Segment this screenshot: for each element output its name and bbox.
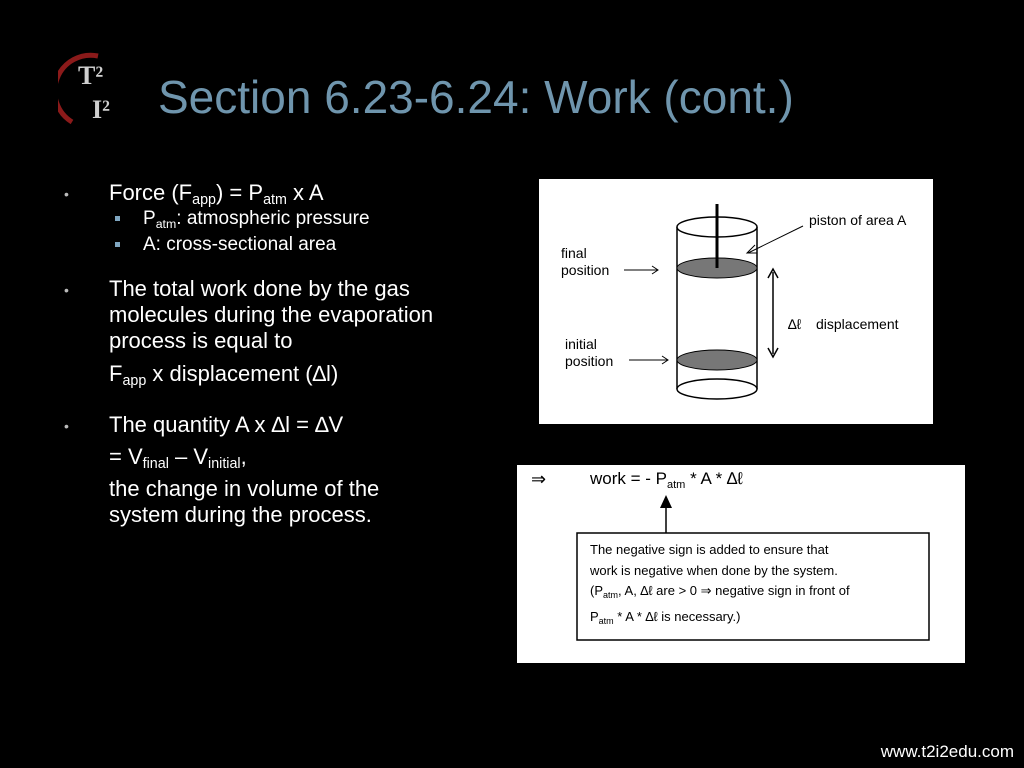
note-line1: The negative sign is added to ensure that [590,542,829,557]
initial-label-1: initial [565,336,597,352]
note-line2: work is negative when done by the system. [590,563,838,578]
displacement-label: displacement [816,316,899,332]
logo-line2: I² [92,95,110,124]
page-title: Section 6.23-6.24: Work (cont.) [158,71,794,123]
logo-line1: T² [78,61,104,90]
bullet-total-work-line3: process is equal to [109,328,293,353]
bullet-quantity-line3: the change in volume of the [109,476,380,501]
bullet-total-work-line2: molecules during the evaporation [109,302,434,327]
piston-cylinder-diagram [539,179,933,424]
implies-symbol: ⇒ [531,469,547,489]
subbullet-patm: $P_{atm}$: atmospheric pressure [60,206,520,232]
bullet-quantity-line4: system during the process. [109,502,372,527]
initial-label-2: position [565,353,614,369]
final-label-2: position [561,262,610,278]
volume-formula: = $V_{final} - V_{initial}$, [109,444,247,472]
bullet-list [60,180,520,528]
delta-l-symbol: ∆ℓ [788,316,802,332]
bullet-force: • Force $(F_{app}) = P_{atm}$ x A [60,180,520,206]
t2i2-logo [58,50,138,130]
work-equation-figure [517,465,965,663]
work-formula: $F_{app}$ x displacement (∆l) [109,361,339,389]
final-label-1: final [561,245,587,261]
subbullet-area: A: cross-sectional area [60,232,520,258]
bullet-total-work: • The total work done by the gas [60,276,520,302]
piston-label: piston of area A [809,212,907,228]
work-equation: work = - $P_{atm}$ * A * ∆ℓ [590,469,743,491]
bullet-quantity: • The quantity A x ∆l = ∆V [60,412,520,438]
note-line3: ($P_{atm}$, A, ∆ℓ are > 0 ⇒ negative sign in front of [590,583,850,600]
note-line4: $P_{atm}$ * A * ∆ℓ is necessary.) [590,609,741,626]
footer-url: www.t2i2edu.com [880,742,1014,761]
